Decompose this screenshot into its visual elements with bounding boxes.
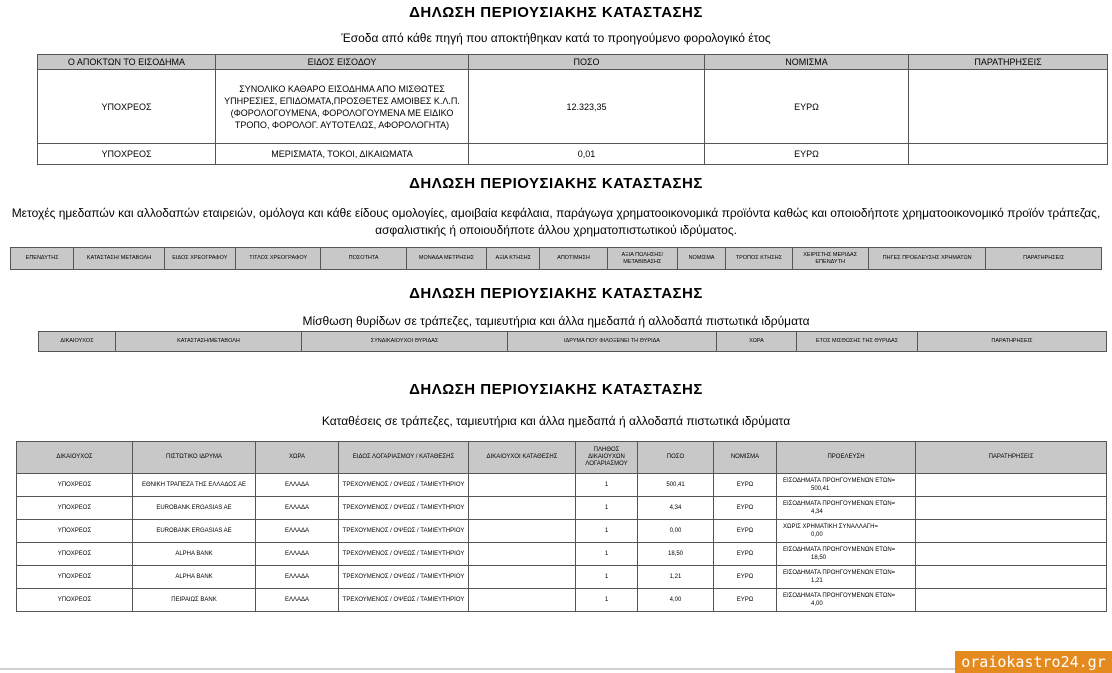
income-section-subtitle: Έσοδα από κάθε πηγή που αποκτήθηκαν κατά το προηγούμενο φορολογικό έτος [341, 31, 771, 45]
shares-section-subtitle: Μετοχές ημεδαπών και αλλοδαπών εταιρειών, ομόλογα και κάθε είδους ομολογίες, αμοιβαία κεφάλαια, παράγωγα χρηματοοικονομικά προϊόντα καθώς και οποιοδήποτε χρηματοοικονομικό προϊόν τράπεζας, ασφαλιστικής ή οποιουδήποτε άλλου χρηματοπιστωτικού ιδρύματος. [11, 206, 1101, 237]
deposit-country: ΕΛΛΑΔΑ [256, 520, 339, 543]
income-type: ΜΕΡΙΣΜΑΤΑ, ΤΟΚΟΙ, ΔΙΚΑΙΩΜΑΤΑ [216, 144, 469, 165]
safe-header-notes: ΠΑΡΑΤΗΡΗΣΕΙΣ [918, 332, 1107, 352]
deposit-row [17, 543, 1107, 566]
income-type: ΣΥΝΟΛΙΚΟ ΚΑΘΑΡΟ ΕΙΣΟΔΗΜΑ ΑΠΟ ΜΙΣΘΩΤΕΣ ΥΠΗΡΕΣΙΕΣ, ΕΠΙΔΟΜΑΤΑ,ΠΡΟΣΘΕΤΕΣ ΑΜΟΙΒΕΣ Κ.Λ.Π.(ΦΟΡΟΛΟΓΟΥΜΕΝΑ, ΦΟΡΟΛΟΓΟΥΜΕΝΑ ΜΕ ΕΙΔΙΚΟ ΤΡΟΠΟ, ΦΟΡΟΛΟΓ. ΑΥΤΟΤΕΛΩΣ, ΑΦΟΡΟΛΟΓΗΤΑ) [216, 70, 469, 144]
income-holder: ΥΠΟΧΡΕΟΣ [38, 144, 216, 165]
income-section-title: ΔΗΛΩΣΗ ΠΕΡΙΟΥΣΙΑΚΗΣ ΚΑΤΑΣΤΑΣΗΣ [409, 4, 703, 21]
shares-header-valuation: ΑΠΟΤΙΜΗΣΗ [540, 248, 607, 270]
shares-header-manager: ΧΕΙΡΙΣΤΗΣ ΜΕΡΙΔΑΣ ΕΠΕΝΔΥΤΗ [792, 248, 868, 270]
safe-table [38, 331, 1107, 352]
deposit-country: ΕΛΛΑΔΑ [256, 474, 339, 497]
deposit-holder: ΥΠΟΧΡΕΟΣ [17, 474, 133, 497]
shares-header-investor: ΕΠΕΝΔΥΤΗΣ [11, 248, 74, 270]
deposit-origin [777, 474, 916, 497]
deposit-num-holders: 1 [576, 543, 638, 566]
safe-header-status: ΚΑΤΑΣΤΑΣΗ/ΜΕΤΑΒΟΛΗ [116, 332, 302, 352]
income-header-notes: ΠΑΡΑΤΗΡΗΣΕΙΣ [909, 55, 1108, 70]
deposit-origin [777, 543, 916, 566]
deposit-bank: ΠΕΙΡΑΙΩΣ BANK [133, 589, 256, 612]
shares-header-security-type: ΕΙΔΟΣ ΧΡΕΟΓΡΑΦΟΥ [164, 248, 235, 270]
deposit-holder: ΥΠΟΧΡΕΟΣ [17, 589, 133, 612]
deposit-bank: ALPHA BANK [133, 566, 256, 589]
deposit-holder: ΥΠΟΧΡΕΟΣ [17, 566, 133, 589]
deposit-origin-label: ΕΙΣΟΔΗΜΑΤΑ ΠΡΟΗΓΟΥΜΕΝΩΝ ΕΤΩΝ= [783, 570, 896, 576]
deposit-bank: EUROBANK ERGASIAS AE [133, 520, 256, 543]
deposit-amount: 1,21 [638, 566, 714, 589]
safe-section-title: ΔΗΛΩΣΗ ΠΕΡΙΟΥΣΙΑΚΗΣ ΚΑΤΑΣΤΑΣΗΣ [409, 285, 703, 302]
deposits-header-row [17, 442, 1107, 474]
deposits-header-account-type: ΕΙΔΟΣ ΛΟΓΑΡΙΑΣΜΟΥ / ΚΑΤΑΘΕΣΗΣ [339, 442, 469, 474]
deposit-currency: ΕΥΡΩ [714, 520, 777, 543]
deposit-account-type: ΤΡΕΧΟΥΜΕΝΟΣ / ΟΨΕΩΣ / ΤΑΜΙΕΥΤΗΡΙΟΥ [339, 474, 469, 497]
deposit-num-holders: 1 [576, 520, 638, 543]
deposits-header-currency: ΝΟΜΙΣΜΑ [714, 442, 777, 474]
income-header-type: ΕΙΔΟΣ ΕΙΣΟΔΟΥ [216, 55, 469, 70]
safe-header-country: ΧΩΡΑ [717, 332, 797, 352]
deposit-num-holders: 1 [576, 497, 638, 520]
deposits-header-amount: ΠΟΣΟ [638, 442, 714, 474]
deposit-holder: ΥΠΟΧΡΕΟΣ [17, 497, 133, 520]
safe-header-lease-year: ΕΤΟΣ ΜΙΣΘΩΣΗΣ ΤΗΣ ΘΥΡΙΔΑΣ [797, 332, 918, 352]
deposit-amount: 4,00 [638, 589, 714, 612]
deposit-holder: ΥΠΟΧΡΕΟΣ [17, 520, 133, 543]
shares-header-sale-value: ΑΞΙΑ ΠΩΛΗΣΗΣ/ ΜΕΤΑΒΙΒΑΣΗΣ [607, 248, 677, 270]
deposit-num-holders: 1 [576, 566, 638, 589]
deposit-account-type: ΤΡΕΧΟΥΜΕΝΟΣ / ΟΨΕΩΣ / ΤΑΜΙΕΥΤΗΡΙΟΥ [339, 520, 469, 543]
shares-table [10, 247, 1102, 270]
deposit-bank: ΕΘΝΙΚΗ ΤΡΑΠΕΖΑ ΤΗΣ ΕΛΛΑΔΟΣ ΑΕ [133, 474, 256, 497]
deposit-row [17, 566, 1107, 589]
deposit-row [17, 474, 1107, 497]
deposit-origin [777, 566, 916, 589]
deposits-header-origin: ΠΡΟΕΛΕΥΣΗ [777, 442, 916, 474]
deposit-origin-label: ΧΩΡΙΣ ΧΡΗΜΑΤΙΚΗ ΣΥΝΑΛΛΑΓΗ= [783, 524, 878, 530]
income-notes [909, 144, 1108, 165]
deposits-section-subtitle: Καταθέσεις σε τράπεζες, ταμιευτήρια και άλλα ημεδαπά ή αλλοδαπά πιστωτικά ιδρύματα [321, 414, 791, 428]
shares-header-acquisition-value: ΑΞΙΑ ΚΤΗΣΗΣ [487, 248, 540, 270]
safe-header-institution: ΙΔΡΥΜΑ ΠΟΥ ΦΙΛΟΞΕΝΕΙ ΤΗ ΘΥΡΙΔΑ [508, 332, 717, 352]
income-row [38, 70, 1108, 144]
shares-header-unit: ΜΟΝΑΔΑ ΜΕΤΡΗΣΗΣ [406, 248, 486, 270]
deposit-amount: 500,41 [638, 474, 714, 497]
deposit-notes [916, 589, 1107, 612]
deposit-row [17, 520, 1107, 543]
deposit-country: ΕΛΛΑΔΑ [256, 566, 339, 589]
deposit-co-holders [469, 497, 576, 520]
income-header-holder: Ο ΑΠΟΚΤΩΝ ΤΟ ΕΙΣΟΔΗΜΑ [38, 55, 216, 70]
deposits-header-country: ΧΩΡΑ [256, 442, 339, 474]
income-notes [909, 70, 1108, 144]
deposit-holder: ΥΠΟΧΡΕΟΣ [17, 543, 133, 566]
deposit-country: ΕΛΛΑΔΑ [256, 589, 339, 612]
deposit-co-holders [469, 543, 576, 566]
income-header-amount: ΠΟΣΟ [469, 55, 705, 70]
deposit-origin-amount: 500,41 [811, 486, 830, 492]
deposit-account-type: ΤΡΕΧΟΥΜΕΝΟΣ / ΟΨΕΩΣ / ΤΑΜΙΕΥΤΗΡΙΟΥ [339, 566, 469, 589]
deposits-header-notes: ΠΑΡΑΤΗΡΗΣΕΙΣ [916, 442, 1107, 474]
deposit-country: ΕΛΛΑΔΑ [256, 543, 339, 566]
safe-header-co-holders: ΣΥΝΔΙΚΑΙΟΥΧΟΙ ΘΥΡΙΔΑΣ [302, 332, 508, 352]
deposit-notes [916, 520, 1107, 543]
shares-header-status: ΚΑΤΑΣΤΑΣΗ/ ΜΕΤΑΒΟΛΗ [74, 248, 164, 270]
page-bottom-divider [0, 668, 1112, 670]
deposit-currency: ΕΥΡΩ [714, 589, 777, 612]
deposit-row [17, 497, 1107, 520]
deposits-section-title: ΔΗΛΩΣΗ ΠΕΡΙΟΥΣΙΑΚΗΣ ΚΑΤΑΣΤΑΣΗΣ [409, 381, 703, 398]
deposit-origin [777, 520, 916, 543]
deposit-row [17, 589, 1107, 612]
shares-header-acquisition-method: ΤΡΟΠΟΣ ΚΤΗΣΗΣ [726, 248, 792, 270]
deposit-origin-label: ΕΙΣΟΔΗΜΑΤΑ ΠΡΟΗΓΟΥΜΕΝΩΝ ΕΤΩΝ= [783, 478, 896, 484]
deposit-account-type: ΤΡΕΧΟΥΜΕΝΟΣ / ΟΨΕΩΣ / ΤΑΜΙΕΥΤΗΡΙΟΥ [339, 497, 469, 520]
deposit-origin-amount: 4,00 [811, 601, 823, 607]
deposit-currency: ΕΥΡΩ [714, 474, 777, 497]
deposit-co-holders [469, 589, 576, 612]
deposit-origin-amount: 4,34 [811, 509, 823, 515]
deposit-notes [916, 497, 1107, 520]
deposit-currency: ΕΥΡΩ [714, 566, 777, 589]
shares-section-title: ΔΗΛΩΣΗ ΠΕΡΙΟΥΣΙΑΚΗΣ ΚΑΤΑΣΤΑΣΗΣ [409, 175, 703, 192]
deposit-bank: EUROBANK ERGASIAS AE [133, 497, 256, 520]
deposit-account-type: ΤΡΕΧΟΥΜΕΝΟΣ / ΟΨΕΩΣ / ΤΑΜΙΕΥΤΗΡΙΟΥ [339, 589, 469, 612]
income-header-row [38, 55, 1108, 70]
deposits-header-bank: ΠΙΣΤΩΤΙΚΟ ΙΔΡΥΜΑ [133, 442, 256, 474]
shares-header-security-title: ΤΙΤΛΟΣ ΧΡΕΟΓΡΑΦΟΥ [236, 248, 321, 270]
deposits-header-num-holders: ΠΛΗΘΟΣ ΔΙΚΑΙΟΥΧΩΝ ΛΟΓΑΡΙΑΣΜΟΥ [576, 442, 638, 474]
shares-header-quantity: ΠΟΣΟΤΗΤΑ [321, 248, 406, 270]
deposit-origin-amount: 0,00 [811, 532, 823, 538]
deposit-country: ΕΛΛΑΔΑ [256, 497, 339, 520]
deposit-origin-amount: 1,21 [811, 578, 823, 584]
deposit-co-holders [469, 566, 576, 589]
shares-header-currency: ΝΟΜΙΣΜΑ [677, 248, 725, 270]
deposit-origin [777, 589, 916, 612]
deposit-origin-label: ΕΙΣΟΔΗΜΑΤΑ ΠΡΟΗΓΟΥΜΕΝΩΝ ΕΤΩΝ= [783, 501, 896, 507]
income-row [38, 144, 1108, 165]
deposit-origin-label: ΕΙΣΟΔΗΜΑΤΑ ΠΡΟΗΓΟΥΜΕΝΩΝ ΕΤΩΝ= [783, 593, 896, 599]
deposit-account-type: ΤΡΕΧΟΥΜΕΝΟΣ / ΟΨΕΩΣ / ΤΑΜΙΕΥΤΗΡΙΟΥ [339, 543, 469, 566]
income-currency: ΕΥΡΩ [705, 144, 909, 165]
deposits-header-holder: ΔΙΚΑΙΟΥΧΟΣ [17, 442, 133, 474]
deposit-origin [777, 497, 916, 520]
income-holder: ΥΠΟΧΡΕΟΣ [38, 70, 216, 144]
deposit-notes [916, 543, 1107, 566]
safe-header-holder: ΔΙΚΑΙΟΥΧΟΣ [39, 332, 116, 352]
deposit-origin-amount: 18,50 [811, 555, 827, 561]
deposit-notes [916, 566, 1107, 589]
shares-header-row [11, 248, 1102, 270]
income-amount: 0,01 [469, 144, 705, 165]
shares-header-funds-source: ΠΗΓΕΣ ΠΡΟΕΛΕΥΣΗΣ ΧΡΗΜΑΤΩΝ [868, 248, 986, 270]
deposit-currency: ΕΥΡΩ [714, 497, 777, 520]
safe-section-subtitle: Μίσθωση θυρίδων σε τράπεζες, ταμιευτήρια και άλλα ημεδαπά ή αλλοδαπά πιστωτικά ιδρύματα [302, 314, 810, 328]
deposit-amount: 0,00 [638, 520, 714, 543]
deposit-origin-label: ΕΙΣΟΔΗΜΑΤΑ ΠΡΟΗΓΟΥΜΕΝΩΝ ΕΤΩΝ= [783, 547, 896, 553]
income-amount: 12.323,35 [469, 70, 705, 144]
income-currency: ΕΥΡΩ [705, 70, 909, 144]
deposit-num-holders: 1 [576, 589, 638, 612]
deposit-co-holders [469, 474, 576, 497]
deposit-notes [916, 474, 1107, 497]
deposit-amount: 18,50 [638, 543, 714, 566]
deposit-num-holders: 1 [576, 474, 638, 497]
income-table [37, 54, 1108, 165]
safe-header-row [39, 332, 1107, 352]
income-header-currency: ΝΟΜΙΣΜΑ [705, 55, 909, 70]
deposits-header-co-holders: ΔΙΚΑΙΟΥΧΟΙ ΚΑΤΑΘΕΣΗΣ [469, 442, 576, 474]
site-watermark: oraiokastro24.gr [955, 651, 1112, 673]
deposits-table [16, 441, 1107, 612]
deposit-currency: ΕΥΡΩ [714, 543, 777, 566]
deposit-co-holders [469, 520, 576, 543]
deposit-bank: ALPHA BANK [133, 543, 256, 566]
shares-header-notes: ΠΑΡΑΤΗΡΗΣΕΙΣ [986, 248, 1102, 270]
deposit-amount: 4,34 [638, 497, 714, 520]
